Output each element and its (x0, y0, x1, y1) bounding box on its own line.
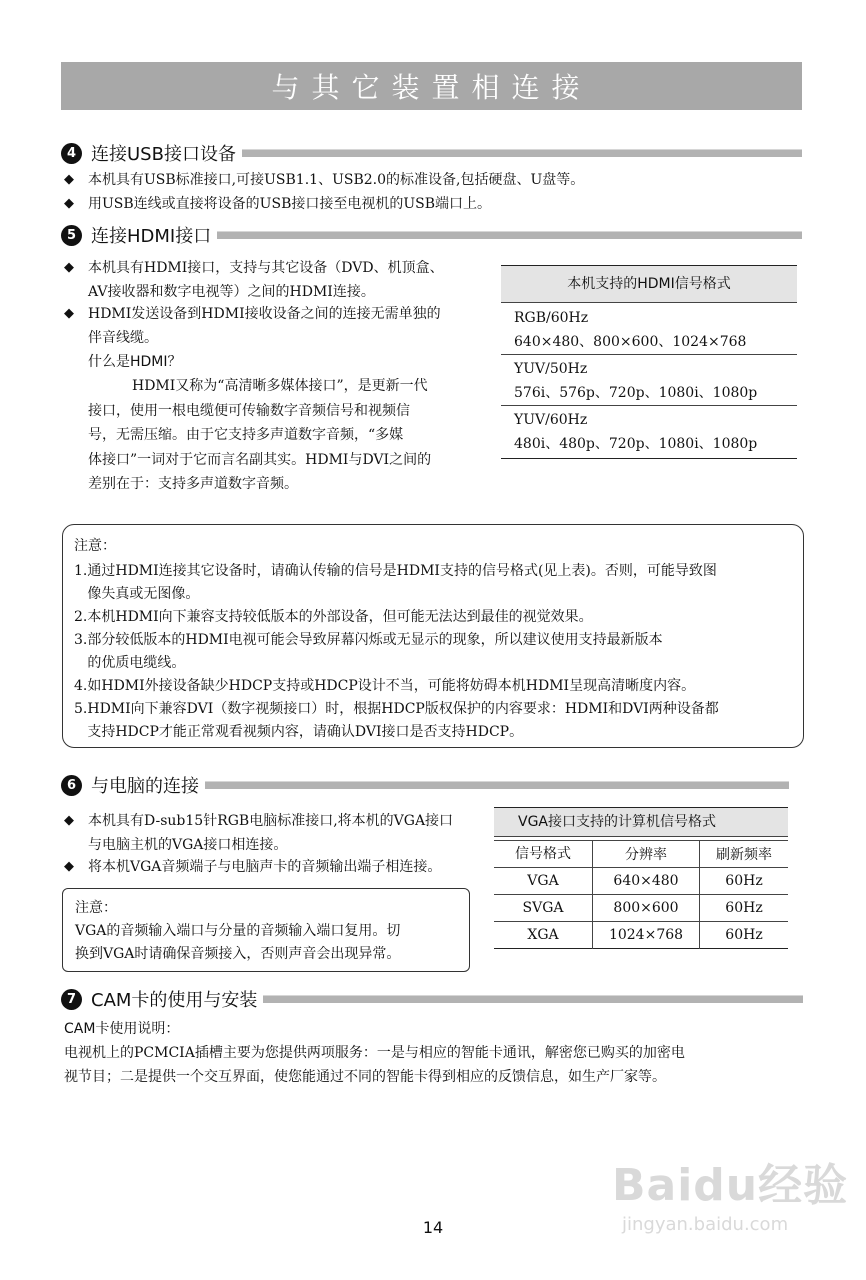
table-header-row: 信号格式 分辨率 刷新频率 (494, 841, 788, 868)
watermark-url: jingyan.baidu.com (622, 1214, 789, 1235)
table-row: VGA 640×480 60Hz (494, 868, 788, 895)
section-number-badge: 7 (61, 989, 82, 1010)
page-number: 14 (422, 1218, 444, 1237)
notice-box: 注意： 1.通过HDMI连接其它设备时，请确认传输的信号是HDMI支持的信号格式(见上表)。否则，可能导致图 像失真或无图像。 2.本机HDMI向下兼容支持较低版本的外部设备，但可能无法达到最佳的视觉效果。 3.部分较低版本的HDMI电视可能会导致屏幕闪烁或无显示的现象，所以建议使用支持最新版本 的优质电缆线。 4.如HDMI外接设备缺少HDCP支持或HDCP设计不当，可能将妨碍本机HDMI呈现高清晰度内容。 5.HDMI向下兼容DVI（数字视频接口）时，根据HDCP版权保护的内容要求：HDMI和DVI两种设备都 支持HDCP才能正常观看视频内容，请确认DVI接口是否支持HDCP。 (62, 524, 804, 748)
section-rule (217, 231, 802, 239)
cam-subtitle: CAM卡使用说明： (64, 1021, 180, 1037)
section-number-badge: 5 (61, 225, 82, 246)
diamond-bullet-icon: ◆ (64, 813, 74, 828)
table-header: 本机支持的HDMI信号格式 (501, 265, 797, 302)
vga-format-table (494, 807, 788, 949)
diamond-bullet-icon: ◆ (64, 172, 74, 187)
section-usb-header (61, 140, 802, 166)
section-rule (263, 995, 803, 1003)
pc-bullet-1: ◆ 本机具有D-sub15针RGB电脑标准接口,将本机的VGA接口 与电脑主机的VGA接口相连接。 (88, 809, 496, 857)
diamond-bullet-icon: ◆ (64, 859, 74, 874)
watermark-logo: Baidu经验 (612, 1160, 849, 1211)
diamond-bullet-icon: ◆ (64, 196, 74, 211)
section-title: 与电脑的连接 (91, 776, 199, 797)
section-title: 连接HDMI接口 (91, 226, 212, 247)
section-number-badge: 4 (61, 143, 82, 164)
section-number-badge: 6 (61, 775, 82, 796)
vga-audio-note: 注意： VGA的音频输入端口与分量的音频输入端口复用。切 换到VGA时请确保音频接入，否则声音会出现异常。 (62, 888, 470, 972)
table-row: YUV/50Hz 576i、576p、720p、1080i、1080p (501, 354, 797, 405)
page-title: 与其它装置相连接 (271, 71, 592, 104)
usb-bullet-1: ◆ 本机具有USB标准接口,可接USB1.1、USB2.0的标准设备,包括硬盘、U盘等。 (88, 168, 798, 192)
what-is-hdmi-paragraph: HDMI又称为“高清晰多媒体接口”，是更新一代 接口，使用一根电缆便可传输数字音频信号和视频信 号，无需压缩。由于它支持多声道数字音频，“多媒 体接口”一词对于它而言名副其实。HDMI与DVI之间的 差别在于：支持多声道数字音频。 (88, 378, 432, 492)
table-header: VGA接口支持的计算机信号格式 (494, 807, 788, 837)
vga-table-grid (494, 840, 788, 949)
what-is-hdmi-heading: 什么是HDMI？ (88, 354, 182, 370)
hdmi-format-table (501, 265, 797, 459)
note-label: 注意： (75, 900, 117, 916)
cam-paragraph: 电视机上的PCMCIA插槽主要为您提供两项服务：一是与相应的智能卡通讯，解密您已购买的加密电 视节目；二是提供一个交互界面，使您能通过不同的智能卡得到相应的反馈信息，如生产厂家等。 (64, 1045, 685, 1085)
hdmi-bullet-2: ◆ HDMI发送设备到HDMI接收设备之间的连接无需单独的 伴音线缆。 (88, 302, 498, 350)
section-hdmi-header (61, 222, 802, 248)
diamond-bullet-icon: ◆ (64, 260, 74, 275)
usb-bullet-2: ◆ 用USB连线或直接将设备的USB接口接至电视机的USB端口上。 (88, 192, 798, 216)
table-row: YUV/60Hz 480i、480p、720p、1080i、1080p (501, 405, 797, 459)
pc-bullet-2: ◆ 将本机VGA音频端子与电脑声卡的音频输出端子相连接。 (88, 855, 496, 879)
notice-label: 注意： (74, 538, 116, 554)
section-title: 连接USB接口设备 (91, 144, 236, 165)
section-cam-header (61, 986, 803, 1012)
section-pc-header (61, 772, 789, 798)
section-rule (242, 149, 802, 157)
table-row: XGA 1024×768 60Hz (494, 922, 788, 949)
table-row: RGB/60Hz 640×480、800×600、1024×768 (501, 302, 797, 354)
diamond-bullet-icon: ◆ (64, 306, 74, 321)
section-title: CAM卡的使用与安装 (91, 990, 258, 1011)
table-row: SVGA 800×600 60Hz (494, 895, 788, 922)
section-rule (205, 781, 789, 789)
hdmi-bullet-1: ◆ 本机具有HDMI接口，支持与其它设备（DVD、机顶盒、 AV接收器和数字电视等）之间的HDMI连接。 (88, 256, 498, 304)
page-title-bar (61, 62, 802, 110)
